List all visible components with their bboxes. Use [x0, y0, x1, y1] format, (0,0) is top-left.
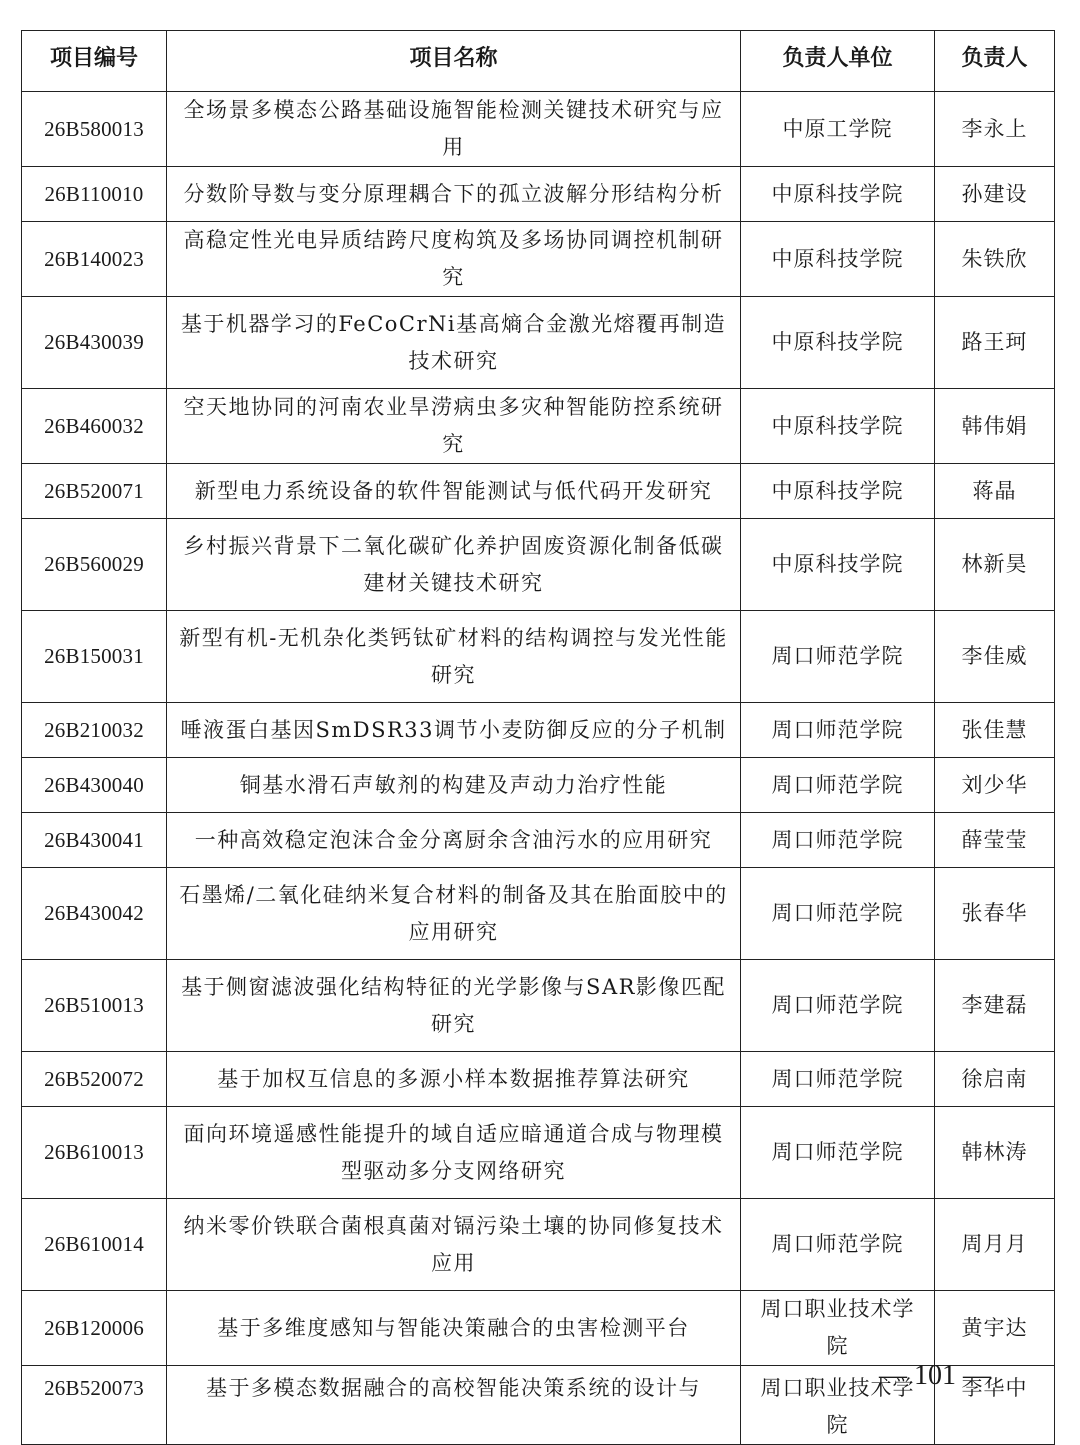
- cell-person: 周月月: [935, 1199, 1055, 1291]
- table-row: [22, 519, 1055, 611]
- table-row: [22, 1291, 1055, 1366]
- cell-unit: 周口师范学院: [741, 1107, 935, 1199]
- cell-unit: 周口师范学院: [741, 813, 935, 868]
- cell-name: 高稳定性光电异质结跨尺度构筑及多场协同调控机制研究: [167, 222, 741, 297]
- cell-person: 张春华: [935, 868, 1055, 960]
- cell-name: 一种高效稳定泡沫合金分离厨余含油污水的应用研究: [167, 813, 741, 868]
- cell-unit: 中原工学院: [741, 92, 935, 167]
- table-row: [22, 167, 1055, 222]
- cell-name: 基于侧窗滤波强化结构特征的光学影像与SAR影像匹配研究: [167, 960, 741, 1052]
- cell-person: 林新昊: [935, 519, 1055, 611]
- header-project-code: 项目编号: [22, 31, 167, 92]
- table-row: [22, 813, 1055, 868]
- cell-name: 全场景多模态公路基础设施智能检测关键技术研究与应用: [167, 92, 741, 167]
- cell-unit: 中原科技学院: [741, 519, 935, 611]
- table-row: [22, 1199, 1055, 1291]
- cell-code: 26B520071: [22, 464, 167, 519]
- cell-person: 李华中: [935, 1366, 1055, 1445]
- cell-name: 乡村振兴背景下二氧化碳矿化养护固废资源化制备低碳建材关键技术研究: [167, 519, 741, 611]
- cell-person: 刘少华: [935, 758, 1055, 813]
- cell-code: 26B610013: [22, 1107, 167, 1199]
- cell-code: 26B580013: [22, 92, 167, 167]
- table-row: [22, 1107, 1055, 1199]
- cell-name: 基于加权互信息的多源小样本数据推荐算法研究: [167, 1052, 741, 1107]
- cell-unit: 中原科技学院: [741, 167, 935, 222]
- cell-name: 空天地协同的河南农业旱涝病虫多灾种智能防控系统研究: [167, 389, 741, 464]
- cell-unit: 周口师范学院: [741, 960, 935, 1052]
- cell-name: 分数阶导数与变分原理耦合下的孤立波解分形结构分析: [167, 167, 741, 222]
- header-person: 负责人: [935, 31, 1055, 92]
- cell-unit: 周口职业技术学院: [741, 1291, 935, 1366]
- cell-code: 26B560029: [22, 519, 167, 611]
- cell-person: 蒋晶: [935, 464, 1055, 519]
- cell-code: 26B520072: [22, 1052, 167, 1107]
- cell-name: 新型有机-无机杂化类钙钛矿材料的结构调控与发光性能研究: [167, 611, 741, 703]
- cell-name: 新型电力系统设备的软件智能测试与低代码开发研究: [167, 464, 741, 519]
- cell-person: 路王珂: [935, 297, 1055, 389]
- project-table: [21, 30, 1055, 1445]
- cell-code: 26B520073: [22, 1366, 167, 1445]
- table-row: [22, 868, 1055, 960]
- cell-name: 基于多模态数据融合的高校智能决策系统的设计与: [167, 1366, 741, 1445]
- table-row: [22, 464, 1055, 519]
- cell-code: 26B430039: [22, 297, 167, 389]
- cell-person: 黄宇达: [935, 1291, 1055, 1366]
- cell-person: 李永上: [935, 92, 1055, 167]
- table-row: [22, 1052, 1055, 1107]
- cell-code: 26B460032: [22, 389, 167, 464]
- cell-person: 韩伟娟: [935, 389, 1055, 464]
- cell-unit: 中原科技学院: [741, 222, 935, 297]
- cell-person: 张佳慧: [935, 703, 1055, 758]
- cell-person: 李佳威: [935, 611, 1055, 703]
- cell-unit: 周口师范学院: [741, 1199, 935, 1291]
- table-row: [22, 92, 1055, 167]
- table-row: [22, 703, 1055, 758]
- cell-code: 26B430042: [22, 868, 167, 960]
- cell-name: 唾液蛋白基因SmDSR33调节小麦防御反应的分子机制: [167, 703, 741, 758]
- cell-code: 26B430041: [22, 813, 167, 868]
- header-unit: 负责人单位: [741, 31, 935, 92]
- cell-name: 基于机器学习的FeCoCrNi基高熵合金激光熔覆再制造技术研究: [167, 297, 741, 389]
- cell-name: 铜基水滑石声敏剂的构建及声动力治疗性能: [167, 758, 741, 813]
- table-header-row: [22, 31, 1055, 92]
- page-number: — 101 —: [879, 1360, 991, 1391]
- cell-name: 基于多维度感知与智能决策融合的虫害检测平台: [167, 1291, 741, 1366]
- cell-unit: 中原科技学院: [741, 464, 935, 519]
- cell-unit: 中原科技学院: [741, 297, 935, 389]
- cell-name: 纳米零价铁联合菌根真菌对镉污染土壤的协同修复技术应用: [167, 1199, 741, 1291]
- cell-person: 孙建设: [935, 167, 1055, 222]
- cell-unit: 周口师范学院: [741, 611, 935, 703]
- table-row: [22, 297, 1055, 389]
- cell-person: 朱铁欣: [935, 222, 1055, 297]
- cell-unit: 中原科技学院: [741, 389, 935, 464]
- cell-person: 李建磊: [935, 960, 1055, 1052]
- cell-code: 26B610014: [22, 1199, 167, 1291]
- cell-unit: 周口师范学院: [741, 1052, 935, 1107]
- cell-unit: 周口师范学院: [741, 703, 935, 758]
- cell-name: 面向环境遥感性能提升的域自适应暗通道合成与物理模型驱动多分支网络研究: [167, 1107, 741, 1199]
- table-row: [22, 960, 1055, 1052]
- cell-person: 徐启南: [935, 1052, 1055, 1107]
- cell-code: 26B110010: [22, 167, 167, 222]
- cell-unit: 周口职业技术学院: [741, 1366, 935, 1445]
- cell-code: 26B430040: [22, 758, 167, 813]
- table-row: [22, 222, 1055, 297]
- cell-code: 26B140023: [22, 222, 167, 297]
- cell-unit: 周口师范学院: [741, 868, 935, 960]
- table-row: [22, 758, 1055, 813]
- cell-code: 26B510013: [22, 960, 167, 1052]
- table-row: [22, 611, 1055, 703]
- cell-name: 石墨烯/二氧化硅纳米复合材料的制备及其在胎面胶中的应用研究: [167, 868, 741, 960]
- header-project-name: 项目名称: [167, 31, 741, 92]
- table-row: [22, 389, 1055, 464]
- cell-unit: 周口师范学院: [741, 758, 935, 813]
- cell-person: 薛莹莹: [935, 813, 1055, 868]
- cell-person: 韩林涛: [935, 1107, 1055, 1199]
- cell-code: 26B150031: [22, 611, 167, 703]
- cell-code: 26B120006: [22, 1291, 167, 1366]
- cell-code: 26B210032: [22, 703, 167, 758]
